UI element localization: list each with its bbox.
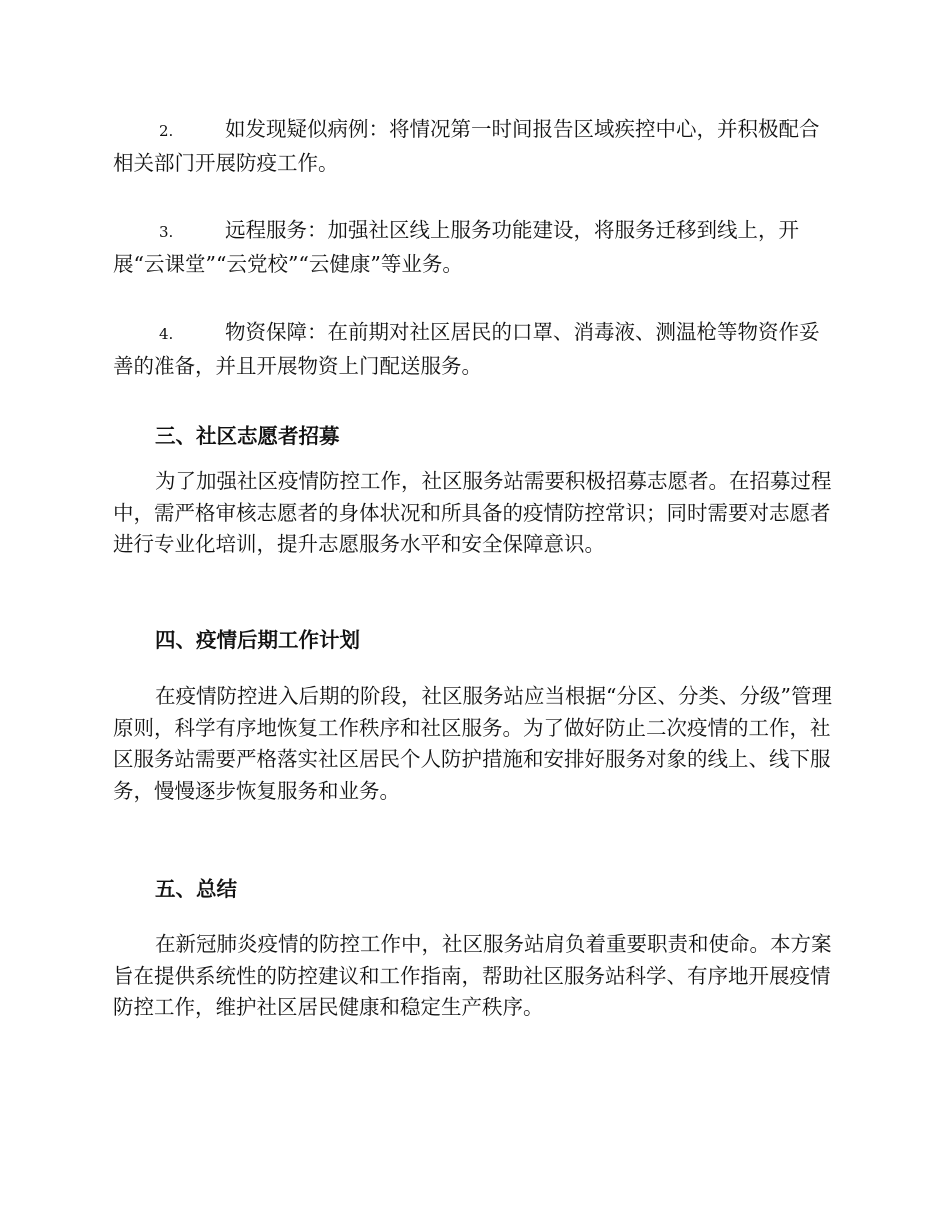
list-item-text: 物资保障：在前期对社区居民的口罩、消毒液、测温枪等物资作妥善的准备，并且开展物资上门配送服务。 [113, 320, 820, 378]
list-item-text: 如发现疑似病例：将情况第一时间报告区域疾控中心，并积极配合相关部门开展防疫工作。 [113, 117, 820, 175]
list-number: 4. [159, 325, 174, 343]
list-item-3 [113, 215, 835, 280]
section-body-summary: 在新冠肺炎疫情的防控工作中，社区服务站肩负着重要职责和使命。本方案旨在提供系统性的防控建议和工作指南，帮助社区服务站科学、有序地开展疫情防控工作，维护社区居民健康和稳定生产秩序。 [113, 932, 832, 1019]
list-item-2 [113, 114, 835, 179]
section-heading-summary: 五、总结 [155, 877, 237, 901]
list-number: 2. [159, 122, 174, 140]
list-number: 3. [159, 223, 174, 241]
list-item-text: 远程服务：加强社区线上服务功能建设，将服务迁移到线上，开展“云课堂”“云党校”“云健康”等业务。 [113, 218, 799, 276]
section-body-volunteer-recruitment: 为了加强社区疫情防控工作，社区服务站需要积极招募志愿者。在招募过程中，需严格审核志愿者的身体状况和所具备的疫情防控常识；同时需要对志愿者进行专业化培训，提升志愿服务水平和安全保障意识。 [113, 469, 832, 556]
list-item-4 [113, 317, 835, 382]
section-heading-volunteer-recruitment: 三、社区志愿者招募 [155, 424, 340, 448]
section-body-later-work-plan: 在疫情防控进入后期的阶段，社区服务站应当根据“分区、分类、分级”管理原则，科学有序地恢复工作秩序和社区服务。为了做好防止二次疫情的工作，社区服务站需要严格落实社区居民个人防护措施和安排好服务对象的线上、线下服务，慢慢逐步恢复服务和业务。 [113, 684, 832, 803]
section-heading-later-work-plan: 四、疫情后期工作计划 [155, 628, 360, 652]
